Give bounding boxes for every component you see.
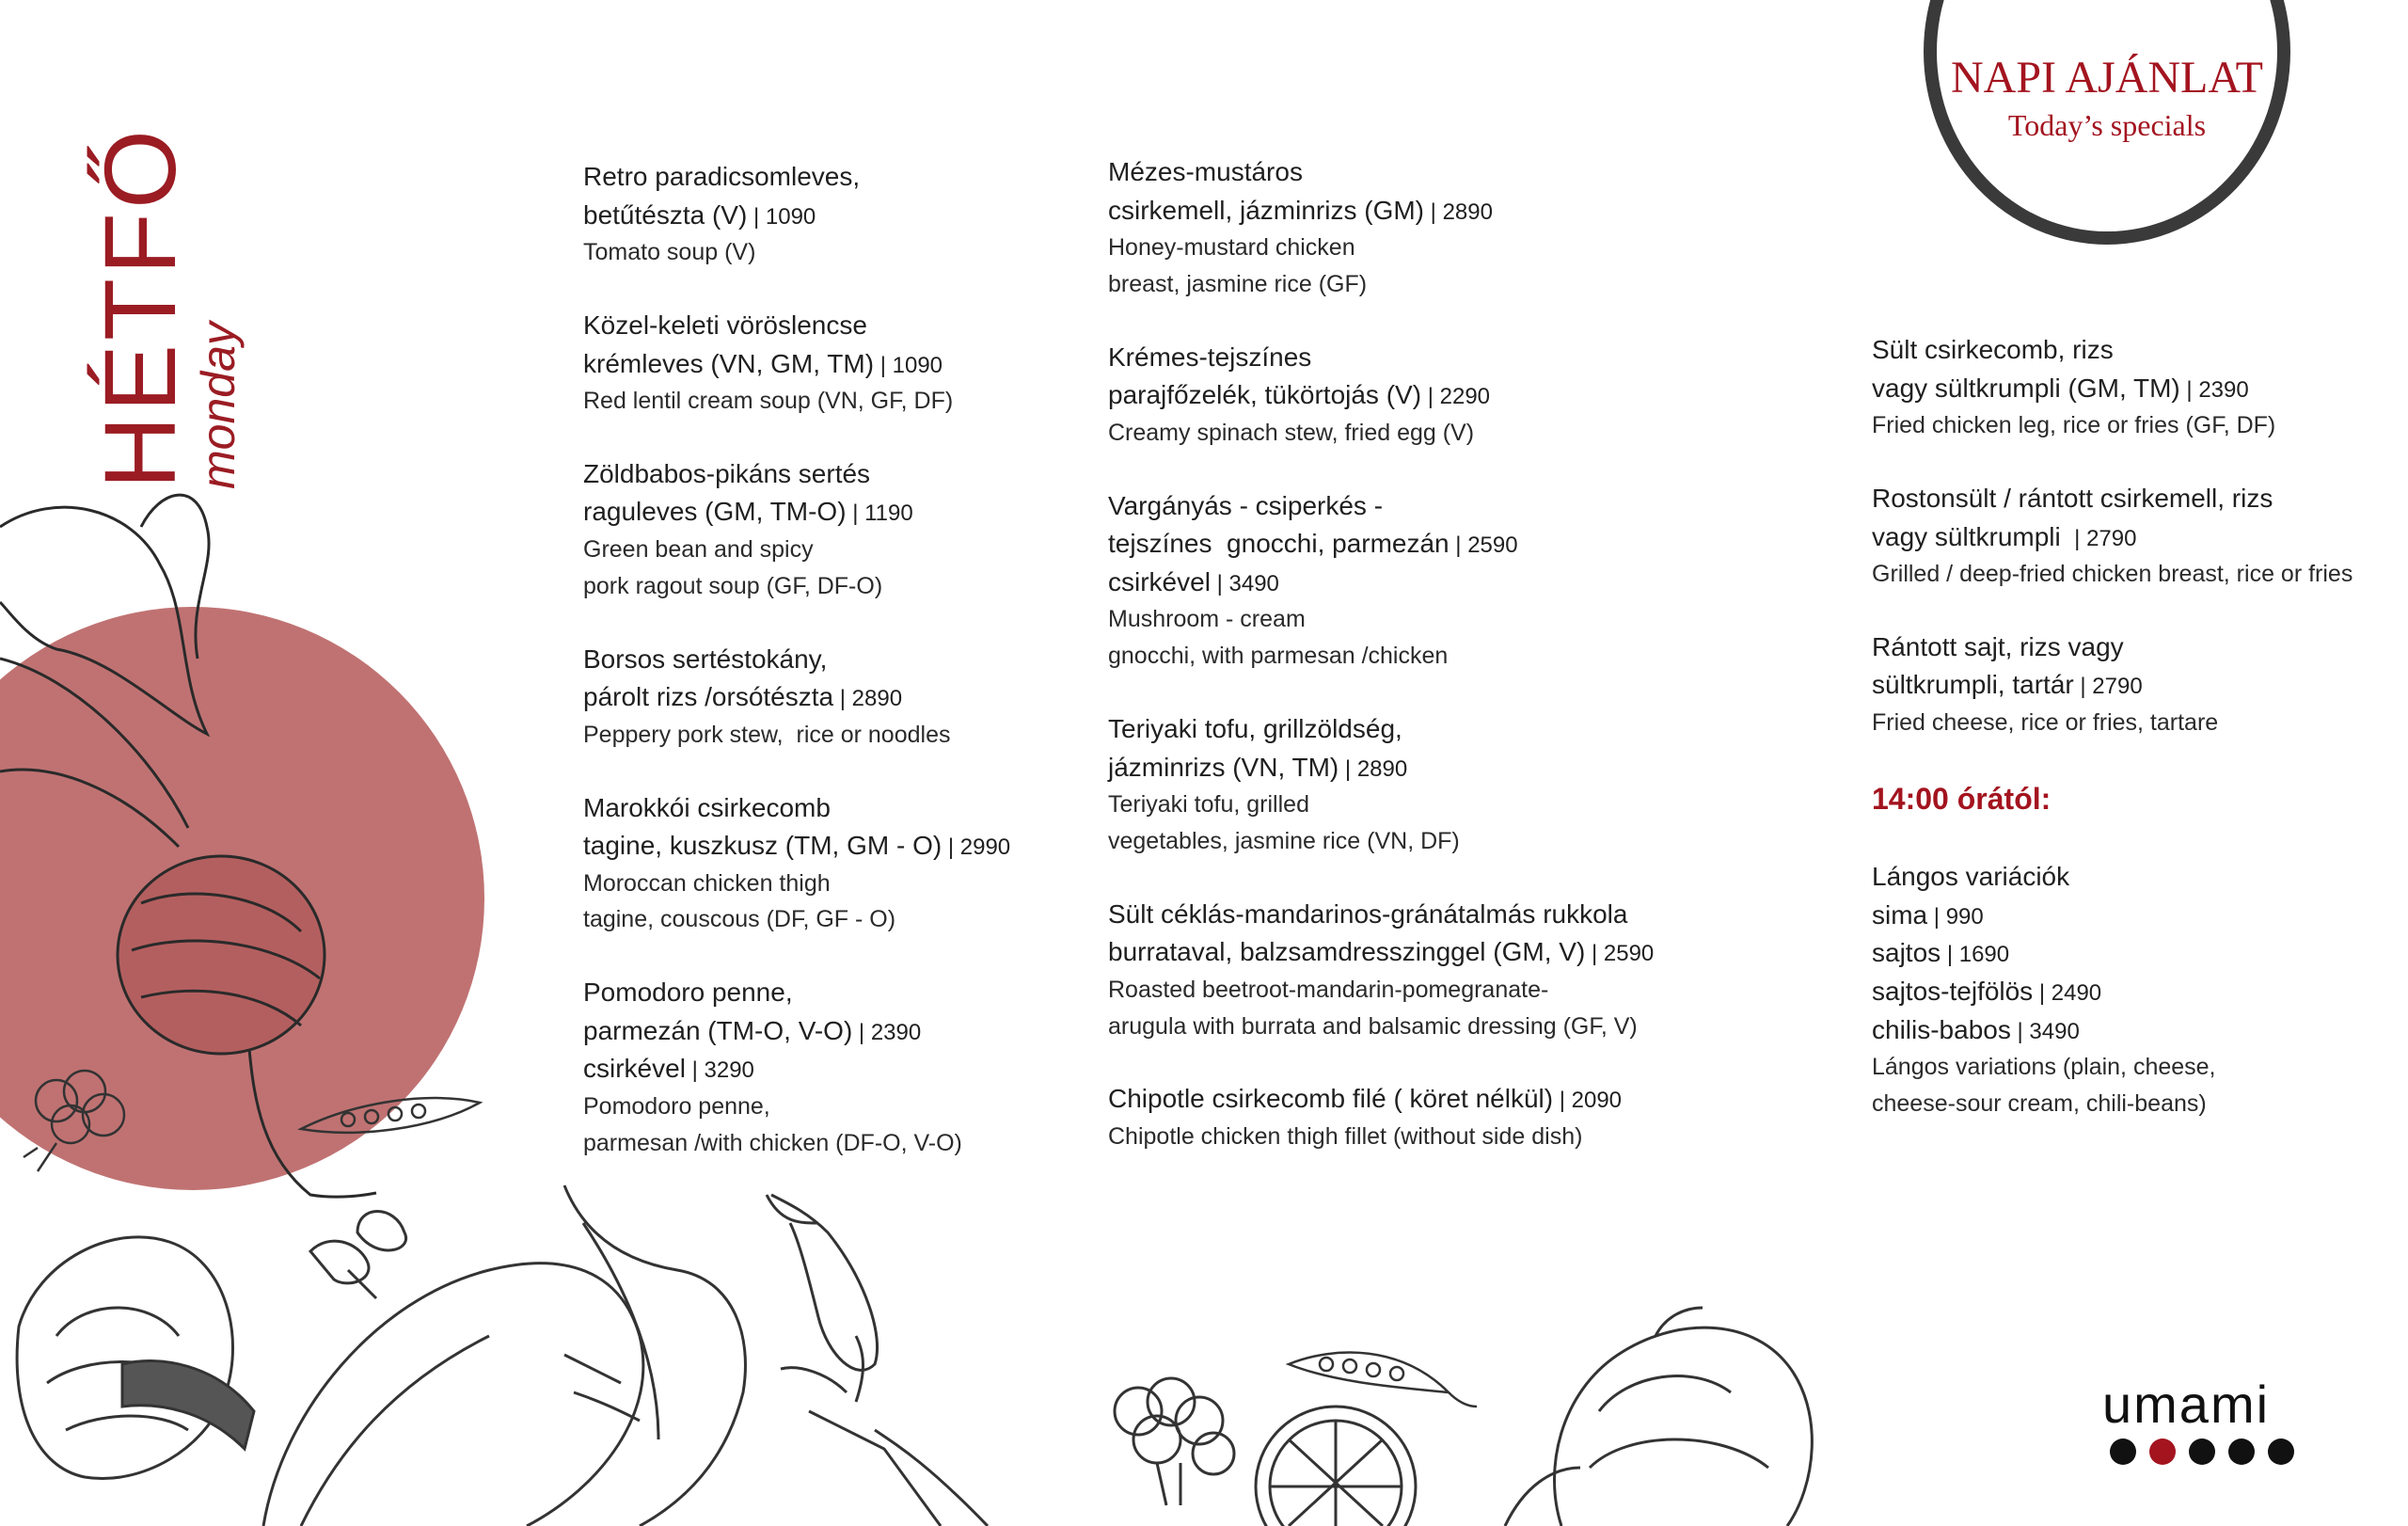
item-price: | 2590 [1449,533,1518,559]
artichoke-icon [17,1237,254,1479]
item-name-hu: Rostonsült / rántott csirkemell, rizs vagy sültkrumpli [1872,483,2273,551]
logo-dot [2268,1439,2294,1465]
menu-item [1108,896,1710,1045]
item-name-en: Peppery pork stew, rice or noodles [583,721,951,748]
item-price: | 2390 [2179,376,2249,403]
langos-name: sajtos-tejfölös [1872,976,2034,1006]
langos-option [1872,934,2399,973]
menu-item [1108,1080,1710,1154]
item-name-en: Grilled / deep-fried chicken breast, rice or fries [1872,561,2353,588]
logo-dot [2189,1439,2215,1465]
item-price: | 2590 [1585,941,1655,967]
menu-item [583,158,1110,271]
item-name-en: Teriyaki tofu, grilled vegetables, jasmine rice (VN, DF) [1108,791,1460,854]
menu-item [1108,710,1710,860]
menu-item [1108,487,1710,675]
carrot-icon [781,1336,988,1526]
item-name-hu: Rántott sajt, rizs vagy sültkrumpli, tartár [1872,631,2124,700]
item-name-en: Honey-mustard chicken breast, jasmine rice (GF) [1108,234,1368,297]
item-name-en: Roasted beetroot-mandarin-pomegranate- arugula with burrata and balsamic dressing (GF, V) [1108,976,1638,1040]
item-price: | 2390 [852,1019,922,1045]
specials-subtitle: Today’s specials [2007,108,2207,142]
langos-section [1872,858,2399,1121]
pea-pod-icon [1289,1353,1477,1407]
menu-item [1108,339,1710,452]
menu-item [583,641,1110,754]
logo-dots [2102,1439,2309,1465]
menu-item [1872,480,2399,593]
item-name-hu: Chipotle csirkecomb filé ( köret nélkül) [1108,1084,1554,1114]
mushroom-icon [310,1212,406,1299]
umami-logo [2102,1374,2309,1465]
langos-english: Lángos variations (plain, cheese, cheese-sour cream, chili-beans) [1872,1054,2216,1117]
item-name-hu: Teriyaki tofu, grillzöldség, jázminrizs (VN, TM) [1108,713,1402,782]
menu-item [1872,331,2399,444]
item-price: | 2790 [2073,674,2143,700]
item-name-hu: Marokkói csirkecomb tagine, kuszkusz (TM, GM - O) [583,792,943,861]
item-name-en: Chipotle chicken thigh fillet (without side dish) [1108,1122,1583,1150]
item-price: | 2890 [1424,199,1493,225]
item-name-en: Fried chicken leg, rice or fries (GF, DF) [1872,412,2276,439]
logo-dot [2110,1439,2136,1465]
item-option-price: | 3290 [685,1057,754,1084]
langos-name: chilis-babos [1872,1014,2011,1044]
langos-title: Lángos variációk [1872,862,2070,892]
menu-item [583,789,1110,939]
item-name-en: Pomodoro penne, parmesan /with chicken (DF-O, V-O) [583,1092,962,1156]
menu-item [1108,153,1710,303]
item-name-en: Moroccan chicken thigh tagine, couscous (DF, GF - O) [583,869,896,933]
day-hungarian: HÉTFŐ [83,126,197,489]
item-name-en: Green bean and spicy pork ragout soup (GF, DF-O) [583,536,883,599]
menu-column-1 [583,158,1110,1197]
item-name-hu: Vargányás - csiperkés - tejszínes gnocchi, parmezán [1108,490,1450,559]
item-price: | 2090 [1553,1088,1623,1114]
langos-name: sima [1872,899,1928,930]
item-name-en: Fried cheese, rice or fries, tartare [1872,709,2219,737]
day-label [83,126,249,489]
logo-dot [2228,1439,2255,1465]
item-name-hu: Közel-keleti vöröslencse krémleves (VN, GM, TM) [583,310,875,378]
item-price: | 1090 [874,352,943,378]
item-name-hu: Pomodoro penne, parmezán (TM-O, V-O) [583,978,853,1045]
specials-title: NAPI AJÁNLAT [1950,53,2263,103]
item-name-en: Red lentil cream soup (VN, GF, DF) [583,388,954,415]
item-name-hu: Borsos sertéstokány, párolt rizs /orsótészta [583,644,834,712]
item-name-hu: Zöldbabos-pikáns sertés raguleves (GM, TM-O) [583,458,871,527]
item-name-hu: Sült céklás-mandarinos-gránátalmás rukkola burrataval, balzsamdresszinggel (GM, V) [1108,898,1628,967]
logo-text: umami [2102,1375,2271,1434]
item-option-hu: csirkével [1108,566,1211,596]
item-option-hu: csirkével [583,1054,686,1084]
item-price: | 2290 [1421,384,1491,410]
item-option-price: | 3490 [1210,570,1279,596]
langos-option [1872,897,2399,935]
artichoke-icon [1505,1308,1812,1526]
item-price: | 2890 [833,686,903,712]
item-name-hu: Krémes-tejszínes parajfőzelék, tükörtojás (V) [1108,342,1422,410]
langos-option [1872,1011,2399,1050]
item-price: | 2790 [2067,525,2137,551]
menu-column-2 [1108,153,1710,1191]
langos-price: | 990 [1927,903,1984,930]
menu-item [583,455,1110,605]
item-price: | 1190 [846,501,913,527]
day-english: monday [192,322,245,489]
logo-dot-accent [2149,1439,2176,1465]
leafy-green-icon [263,1185,745,1526]
item-name-hu: Mézes-mustáros csirkemell, jázminrizs (GM) [1108,157,1424,225]
item-name-hu: Sült csirkecomb, rizs vagy sültkrumpli (GM, TM) [1872,335,2180,403]
item-price: | 1090 [747,203,816,230]
langos-option [1872,973,2399,1011]
menu-item [583,307,1110,420]
item-name-en: Tomato soup (V) [583,239,756,266]
menu-item [583,974,1110,1161]
citrus-slice-icon [1256,1407,1416,1526]
item-price: | 2890 [1339,755,1408,782]
menu-column-3 [1872,331,2399,1158]
menu-item [1872,628,2399,741]
item-price: | 2990 [942,835,1011,861]
afternoon-heading: 14:00 órától: [1872,781,2052,816]
item-name-en: Creamy spinach stew, fried egg (V) [1108,419,1475,446]
langos-name: sajtos [1872,938,1941,968]
langos-price: | 2490 [2033,979,2102,1006]
item-name-en: Mushroom - cream gnocchi, with parmesan /chicken [1108,606,1449,670]
langos-price: | 3490 [2010,1018,2080,1044]
langos-price: | 1690 [1941,942,2010,968]
broccoli-icon [1115,1378,1234,1505]
item-name-hu: Retro paradicsomleves, betűtészta (V) [583,162,861,230]
